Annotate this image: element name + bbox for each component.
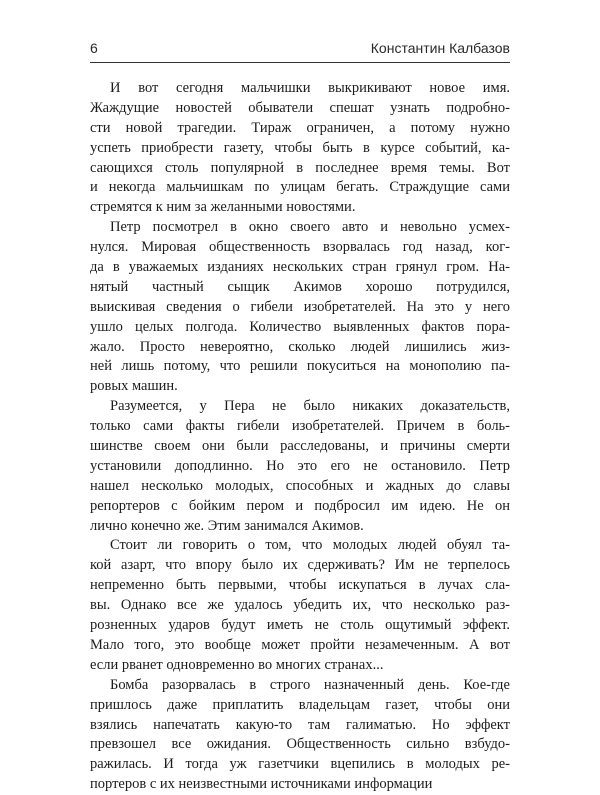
- text-line: выискивая сведения о гибели изобретателей. На это у него: [90, 298, 510, 315]
- text-line: жало. Просто невероятно, сколько людей лишились жиз-: [90, 338, 510, 355]
- text-line: розненных ударов будут иметь не столь ощутимый эффект.: [90, 617, 510, 634]
- text-line: Жаждущие новостей обыватели спешат узнать подробно-: [90, 99, 510, 116]
- text-line: нашел несколько молодых, способных и жадных до славы: [90, 477, 510, 494]
- text-line: да в уважаемых изданиях нескольких стран грянул гром. На-: [90, 259, 510, 276]
- text-line: репортеров с бойким пером и подбросил им идею. Не он: [90, 497, 510, 514]
- running-head: [90, 40, 510, 62]
- paragraph: [90, 676, 510, 795]
- text-line: шинстве своем они были расследованы, и причины смерти: [90, 438, 510, 455]
- paragraph: [90, 536, 510, 675]
- text-line: И вот сегодня мальчишки выкрикивают новое имя.: [110, 80, 510, 96]
- text-line: сающихся столь популярной в последнее время темы. Вот: [90, 159, 510, 176]
- text-line: успеть приобрести газету, чтобы быть в курсе событий, ка-: [90, 139, 510, 156]
- text-body: [90, 79, 510, 795]
- text-line: превзошел все ожидания. Общественность сильно взбудо-: [90, 736, 510, 753]
- text-line: пришлось даже приплатить владельцам газет, чтобы они: [90, 696, 510, 713]
- text-line: Разумеется, у Пера не было никаких доказательств,: [110, 398, 510, 415]
- text-line: взялись напечатать какую-то там галиматью. Но эффект: [90, 716, 510, 733]
- text-line: кой азарт, что впору было их сдерживать? Им не терпелось: [90, 557, 510, 574]
- text-line: ушло целых полгода. Количество выявленных фактов пора-: [90, 318, 510, 335]
- text-line: нулся. Мировая общественность взорвалась год назад, ког-: [90, 239, 510, 256]
- running-title-author: Константин Калбазов: [370, 40, 510, 56]
- text-line: Стоит ли говорить о том, что молодых людей обуял та-: [110, 537, 510, 554]
- text-line: вы. Однако все же удалось убедить их, что несколько раз-: [90, 597, 510, 614]
- text-line: Бомба разорвалась в строго назначенный день. Кое-где: [110, 676, 510, 693]
- text-line: портеров с их неизвестными источниками информации: [90, 776, 433, 793]
- text-line: нятый частный сыщик Акимов хорошо потрудился,: [90, 278, 510, 295]
- text-line: если рванет одновременно во многих странах...: [90, 656, 384, 673]
- text-line: ражилась. И тогда уж газетчики вцепились в молодых ре-: [90, 756, 510, 773]
- text-line: непременно быть первыми, чтобы искупаться в лучах сла-: [90, 577, 510, 594]
- text-line: лично конечно же. Этим занимался Акимов.: [90, 517, 364, 534]
- text-line: ровых машин.: [90, 378, 178, 395]
- text-line: ней лишь потому, что решили покуситься на монополию па-: [90, 358, 510, 375]
- text-line: Петр посмотрел в окно своего авто и невольно усмех-: [110, 219, 510, 236]
- text-line: и некогда мальчишкам по улицам бегать. Страждущие сами: [90, 179, 510, 196]
- text-line: только сами факты гибели изобретателей. Причем в боль-: [90, 418, 510, 435]
- paragraph: [90, 397, 510, 536]
- page-number: 6: [90, 40, 98, 56]
- paragraph: [90, 79, 510, 218]
- text-line: Мало того, это вообще может пройти незамеченным. А вот: [90, 636, 510, 653]
- paragraph: [90, 218, 510, 397]
- text-line: стремятся к ним за желанными новостями.: [90, 199, 356, 216]
- text-line: сти новой трагедии. Тираж ограничен, а потому нужно: [90, 119, 510, 136]
- text-line: установили доподлинно. Но это его не остановило. Петр: [90, 457, 510, 474]
- header-rule: [90, 62, 510, 63]
